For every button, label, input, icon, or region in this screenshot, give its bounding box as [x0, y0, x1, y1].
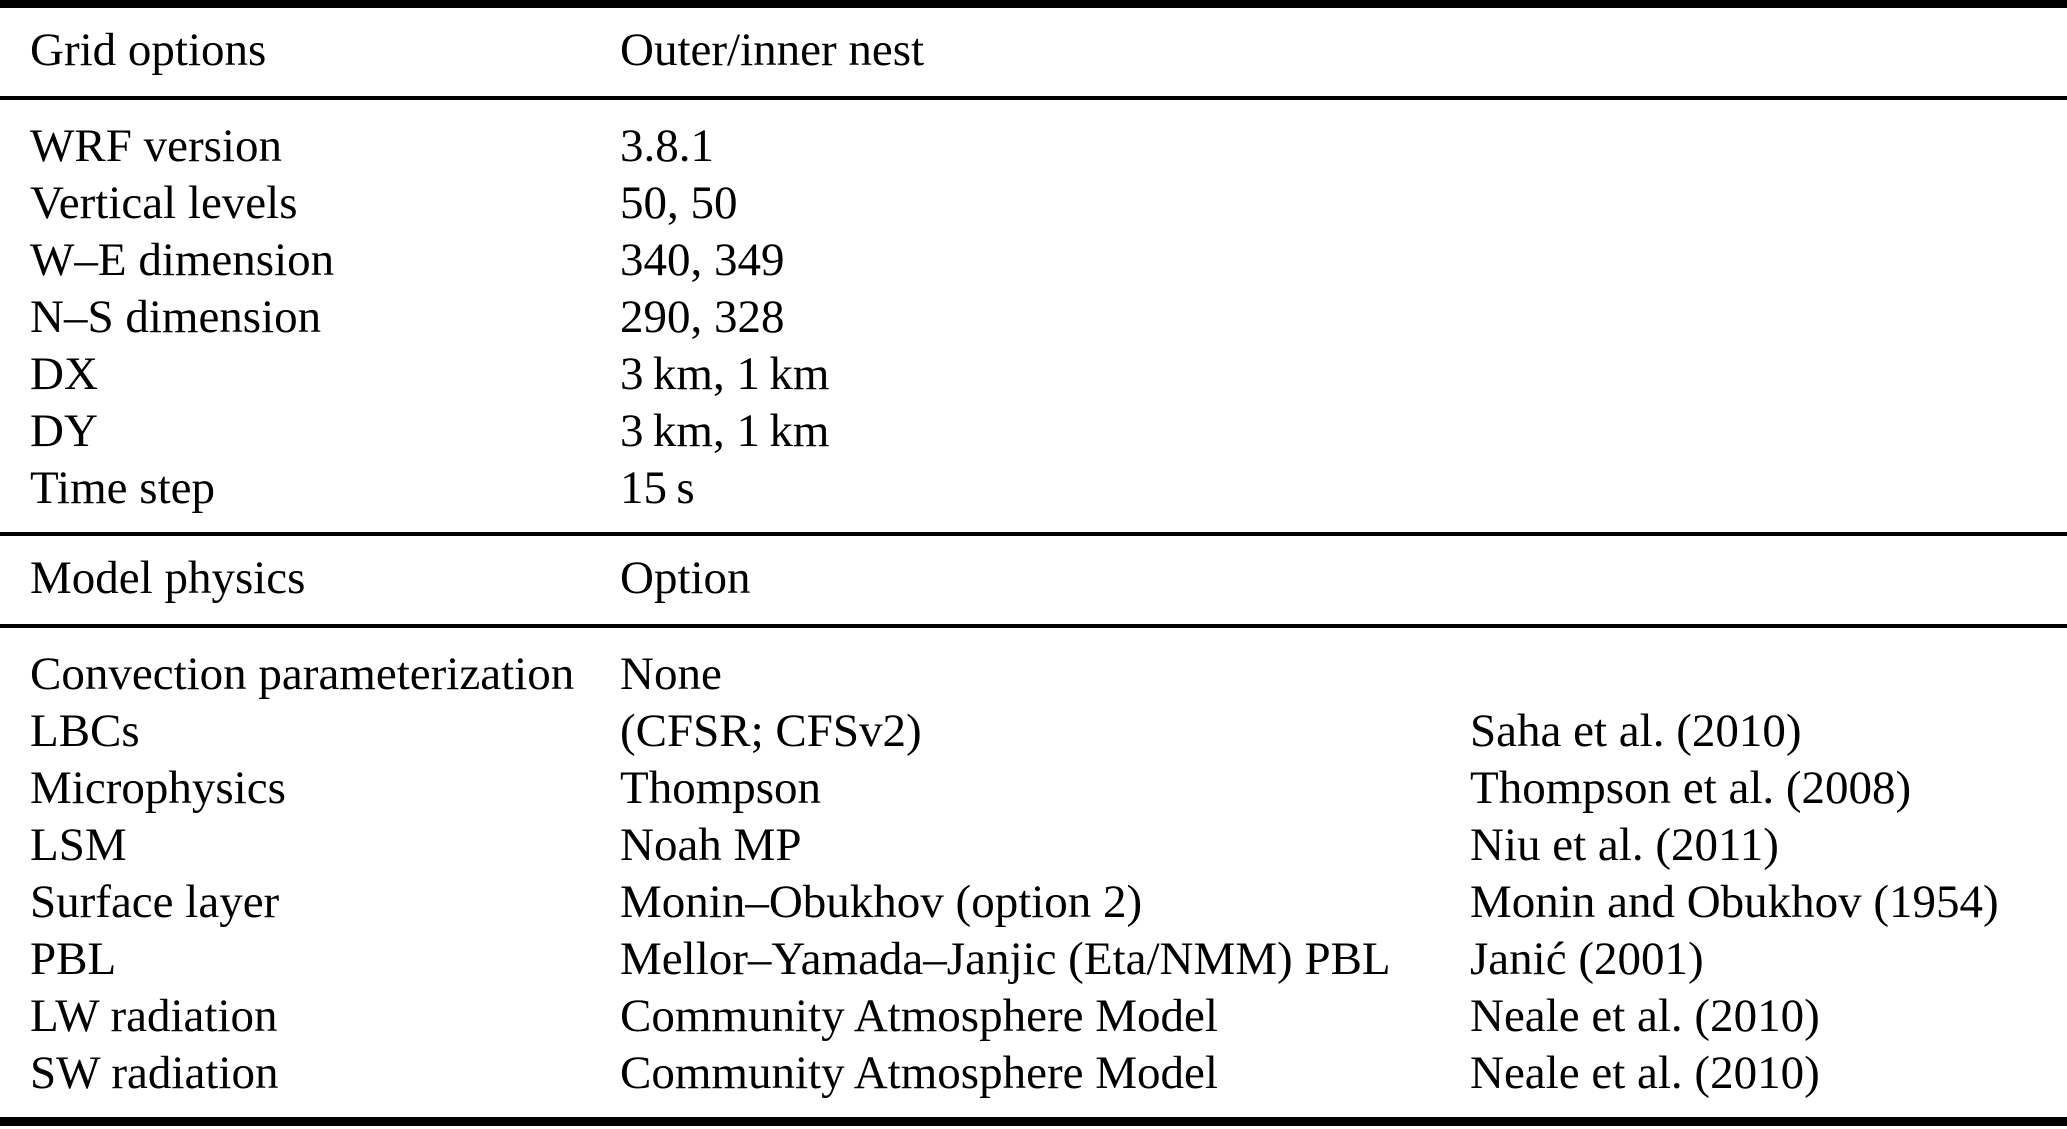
row-label: W–E dimension — [30, 234, 335, 286]
row-label: Microphysics — [30, 762, 286, 814]
row-label: Vertical levels — [30, 177, 298, 229]
row-reference: Neale et al. (2010) — [1470, 1047, 1820, 1099]
section-value-header: Option — [620, 534, 1470, 626]
section-header-model-physics — [0, 534, 2067, 626]
table-row — [0, 703, 2067, 760]
row-value: Noah MP — [620, 819, 802, 871]
table-row — [0, 232, 2067, 289]
row-value: (CFSR; CFSv2) — [620, 705, 922, 757]
row-reference: Thompson et al. (2008) — [1470, 762, 1912, 814]
table-row — [0, 98, 2067, 175]
row-reference — [1470, 403, 2067, 460]
table-row — [0, 346, 2067, 403]
row-label: LW radiation — [30, 990, 278, 1042]
row-value: 290, 328 — [620, 291, 785, 343]
row-value: 340, 349 — [620, 234, 785, 286]
row-label: PBL — [30, 933, 117, 985]
row-value: None — [620, 648, 722, 700]
row-value: Mellor–Yamada–Janjic (Eta/NMM) PBL — [620, 933, 1391, 985]
table-row — [0, 175, 2067, 232]
row-reference — [1470, 98, 2067, 175]
table-row — [0, 626, 2067, 703]
row-label: DX — [30, 348, 98, 400]
row-label: LSM — [30, 819, 127, 871]
row-value: 3 km, 1 km — [620, 405, 830, 457]
table-row — [0, 760, 2067, 817]
row-label: LBCs — [30, 705, 140, 757]
table-row — [0, 403, 2067, 460]
table-row — [0, 988, 2067, 1045]
row-label: Time step — [30, 462, 215, 514]
row-value: 15 s — [620, 462, 695, 514]
row-reference — [1470, 232, 2067, 289]
row-reference: Monin and Obukhov (1954) — [1470, 876, 1999, 928]
section-title: Model physics — [0, 534, 620, 626]
row-reference: Niu et al. (2011) — [1470, 819, 1779, 871]
row-reference — [1470, 346, 2067, 403]
section-reference-header — [1470, 534, 2067, 626]
section-title: Grid options — [0, 4, 620, 98]
row-label: Surface layer — [30, 876, 280, 928]
row-value: Monin–Obukhov (option 2) — [620, 876, 1143, 928]
row-label: Convection parameterization — [30, 648, 575, 700]
row-reference: Saha et al. (2010) — [1470, 705, 1802, 757]
table-row — [0, 289, 2067, 346]
row-label: N–S dimension — [30, 291, 322, 343]
row-reference — [1470, 626, 2067, 703]
row-reference — [1470, 289, 2067, 346]
section-value-header: Outer/inner nest — [620, 4, 1470, 98]
table-row — [0, 460, 2067, 534]
row-value: 50, 50 — [620, 177, 738, 229]
row-value: 3.8.1 — [620, 120, 714, 172]
row-value: Community Atmosphere Model — [620, 990, 1218, 1042]
row-value: Community Atmosphere Model — [620, 1047, 1218, 1099]
table-row — [0, 1045, 2067, 1122]
row-reference — [1470, 460, 2067, 534]
row-value: Thompson — [620, 762, 822, 814]
table-row — [0, 817, 2067, 874]
row-value: 3 km, 1 km — [620, 348, 830, 400]
table-row — [0, 874, 2067, 931]
row-label: DY — [30, 405, 98, 457]
row-label: SW radiation — [30, 1047, 279, 1099]
row-reference: Neale et al. (2010) — [1470, 990, 1820, 1042]
row-reference — [1470, 175, 2067, 232]
table-row — [0, 931, 2067, 988]
row-reference: Janić (2001) — [1470, 933, 1704, 985]
section-reference-header — [1470, 4, 2067, 98]
row-label: WRF version — [30, 120, 282, 172]
section-header-grid-options — [0, 4, 2067, 98]
